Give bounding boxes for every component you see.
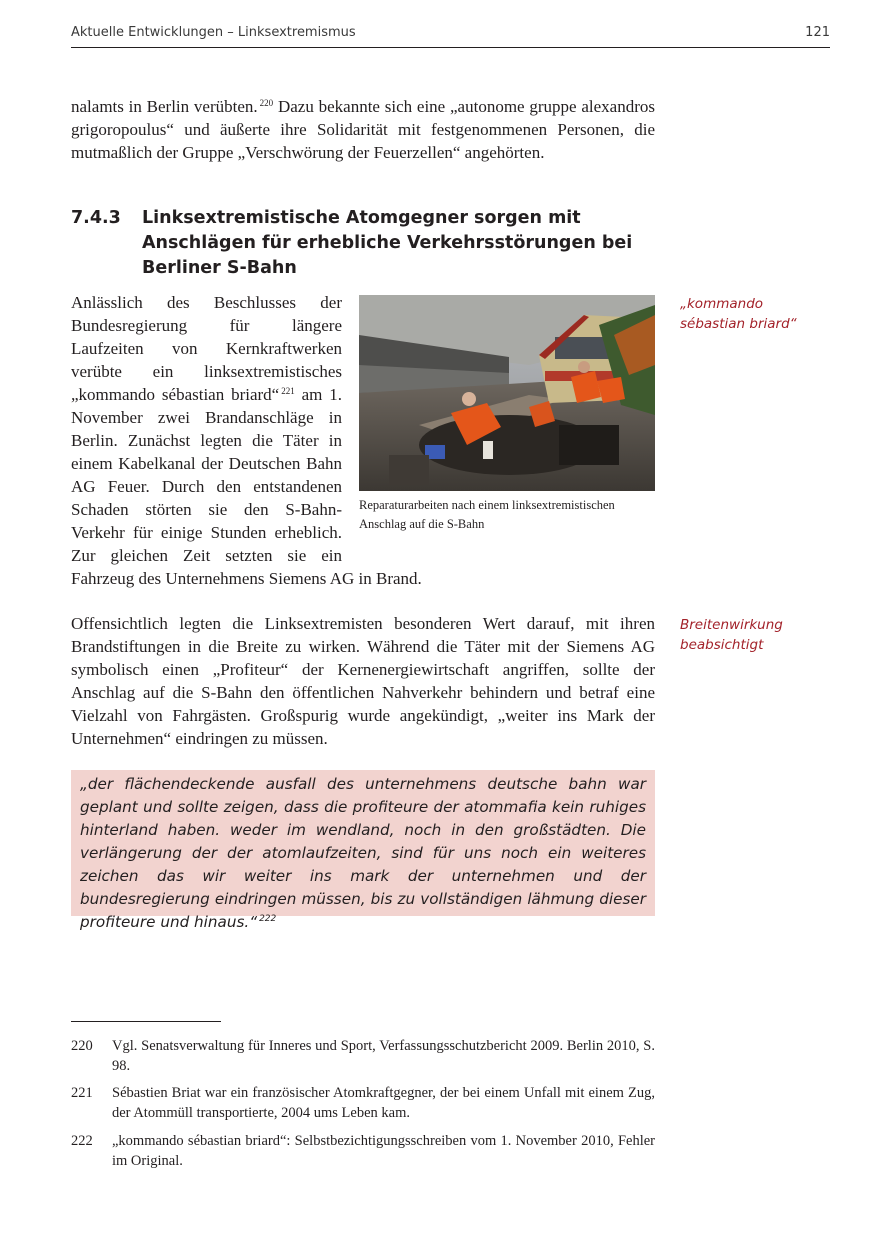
footnote-text: „kommando sébastian briard“: Selbstbezichtigungsschreiben vom 1. November 2010, Fehler im Original. [112, 1133, 655, 1169]
section-number: 7.4.3 [71, 208, 121, 228]
quote-paragraph [80, 773, 646, 934]
intro-text-part-2: Dazu bekannte sich eine „autonome gruppe alexandros grigoropoulus“ und äußerte ihre Solidarität mit festgenommenen Personen, die mutmaßlich der Gruppe „Verschwörung der Feuerzellen“ angehörten. [71, 97, 655, 162]
attack-paragraph [71, 291, 655, 590]
attack-text-part-2: am 1. November zwei Brandanschläge in Berlin. Zunächst legten die Täter in einem Kabelkanal der Deutschen Bahn AG Feuer. Durch den entstandenen Schaden störten sie den S-Bahn-Verkehr für einige Stunden erheblich. Zur gleichen Zeit setzten sie ein Fahrzeug des Unternehmens Siemens AG in Brand. [71, 385, 422, 588]
footnote-text: Sébastien Briat war ein französischer Atomkraftgegner, der bei einem Unfall mit einem Zug, der Atommüll transportierte, 2004 ums Leben kam. [112, 1085, 655, 1121]
quote-box [71, 770, 655, 931]
photo-s-bahn-repair [359, 295, 655, 491]
footnote-divider [71, 1021, 221, 1022]
intro-paragraph [71, 95, 655, 164]
margin-note-breitenwirkung: Breitenwirkung beabsichtigt [680, 617, 783, 653]
photo-caption: Reparaturarbeiten nach einem linksextremistischen Anschlag auf die S-Bahn [359, 498, 615, 531]
footnote-221 [71, 1083, 655, 1123]
quote-text: „der flächendeckende ausfall des unternehmens deutsche bahn war geplant und sollte zeigen, dass die profiteure der atommafia kein ruhiges hinterland haben. weder im wendland, noch in den großstädten. Die verlängerung der der atomlaufzeiten, sind für uns noch ein weiteres zeichen das wir weiter ins mark der unternehmen und der bundesregierung eindringen müssen, bis zu vollständigen lähmung dieser profiteure und hinaus.“ [80, 775, 646, 931]
footnote-220 [71, 1036, 655, 1076]
running-header-title: Aktuelle Entwicklungen – Linksextremismus [71, 25, 356, 40]
footnote-222 [71, 1131, 655, 1171]
page-number: 121 [805, 25, 830, 40]
footnote-ref-221[interactable]: 221 [281, 386, 295, 396]
footnote-ref-220[interactable]: 220 [259, 98, 274, 108]
photo-figure [359, 295, 655, 563]
intro-text-part-1: nalamts in Berlin verübten. [71, 97, 258, 116]
footnote-number: 221 [71, 1085, 93, 1101]
section-title: Linksextremistische Atomgegner sorgen mit Anschlägen für erhebliche Verkehrsstörungen bei Berliner S-Bahn [142, 208, 633, 278]
running-header [71, 22, 830, 48]
footnote-text: Vgl. Senatsverwaltung für Inneres und Sport, Verfassungsschutzbericht 2009. Berlin 2010, S. 98. [112, 1038, 655, 1074]
broad-effect-paragraph: Offensichtlich legten die Linksextremisten besonderen Wert darauf, mit ihren Brandstiftungen in die Breite zu wirken. Während die Täter mit der Siemens AG symbolisch einen „Profiteur“ der Kernenergiewirtschaft angriffen, sollte der Anschlag auf die S-Bahn den öffentlichen Nahverkehr behindern und betraf eine Vielzahl von Fahrgästen. Großspurig wurde angekündigt, „weiter ins Mark der Unternehmen“ eindringen zu müssen. [71, 614, 655, 748]
margin-note-kommando: „kommando sébastian briard“ [680, 296, 797, 332]
footnote-number: 220 [71, 1038, 93, 1054]
attack-text-part-1: Anlässlich des Beschlusses der Bundesregierung für längere Laufzeiten von Kernkraftwerken verübte ein linksextremistisches „kommando sébastian briard“ [71, 293, 342, 404]
footnote-number: 222 [71, 1133, 93, 1149]
footnote-ref-222[interactable]: 222 [259, 914, 277, 924]
